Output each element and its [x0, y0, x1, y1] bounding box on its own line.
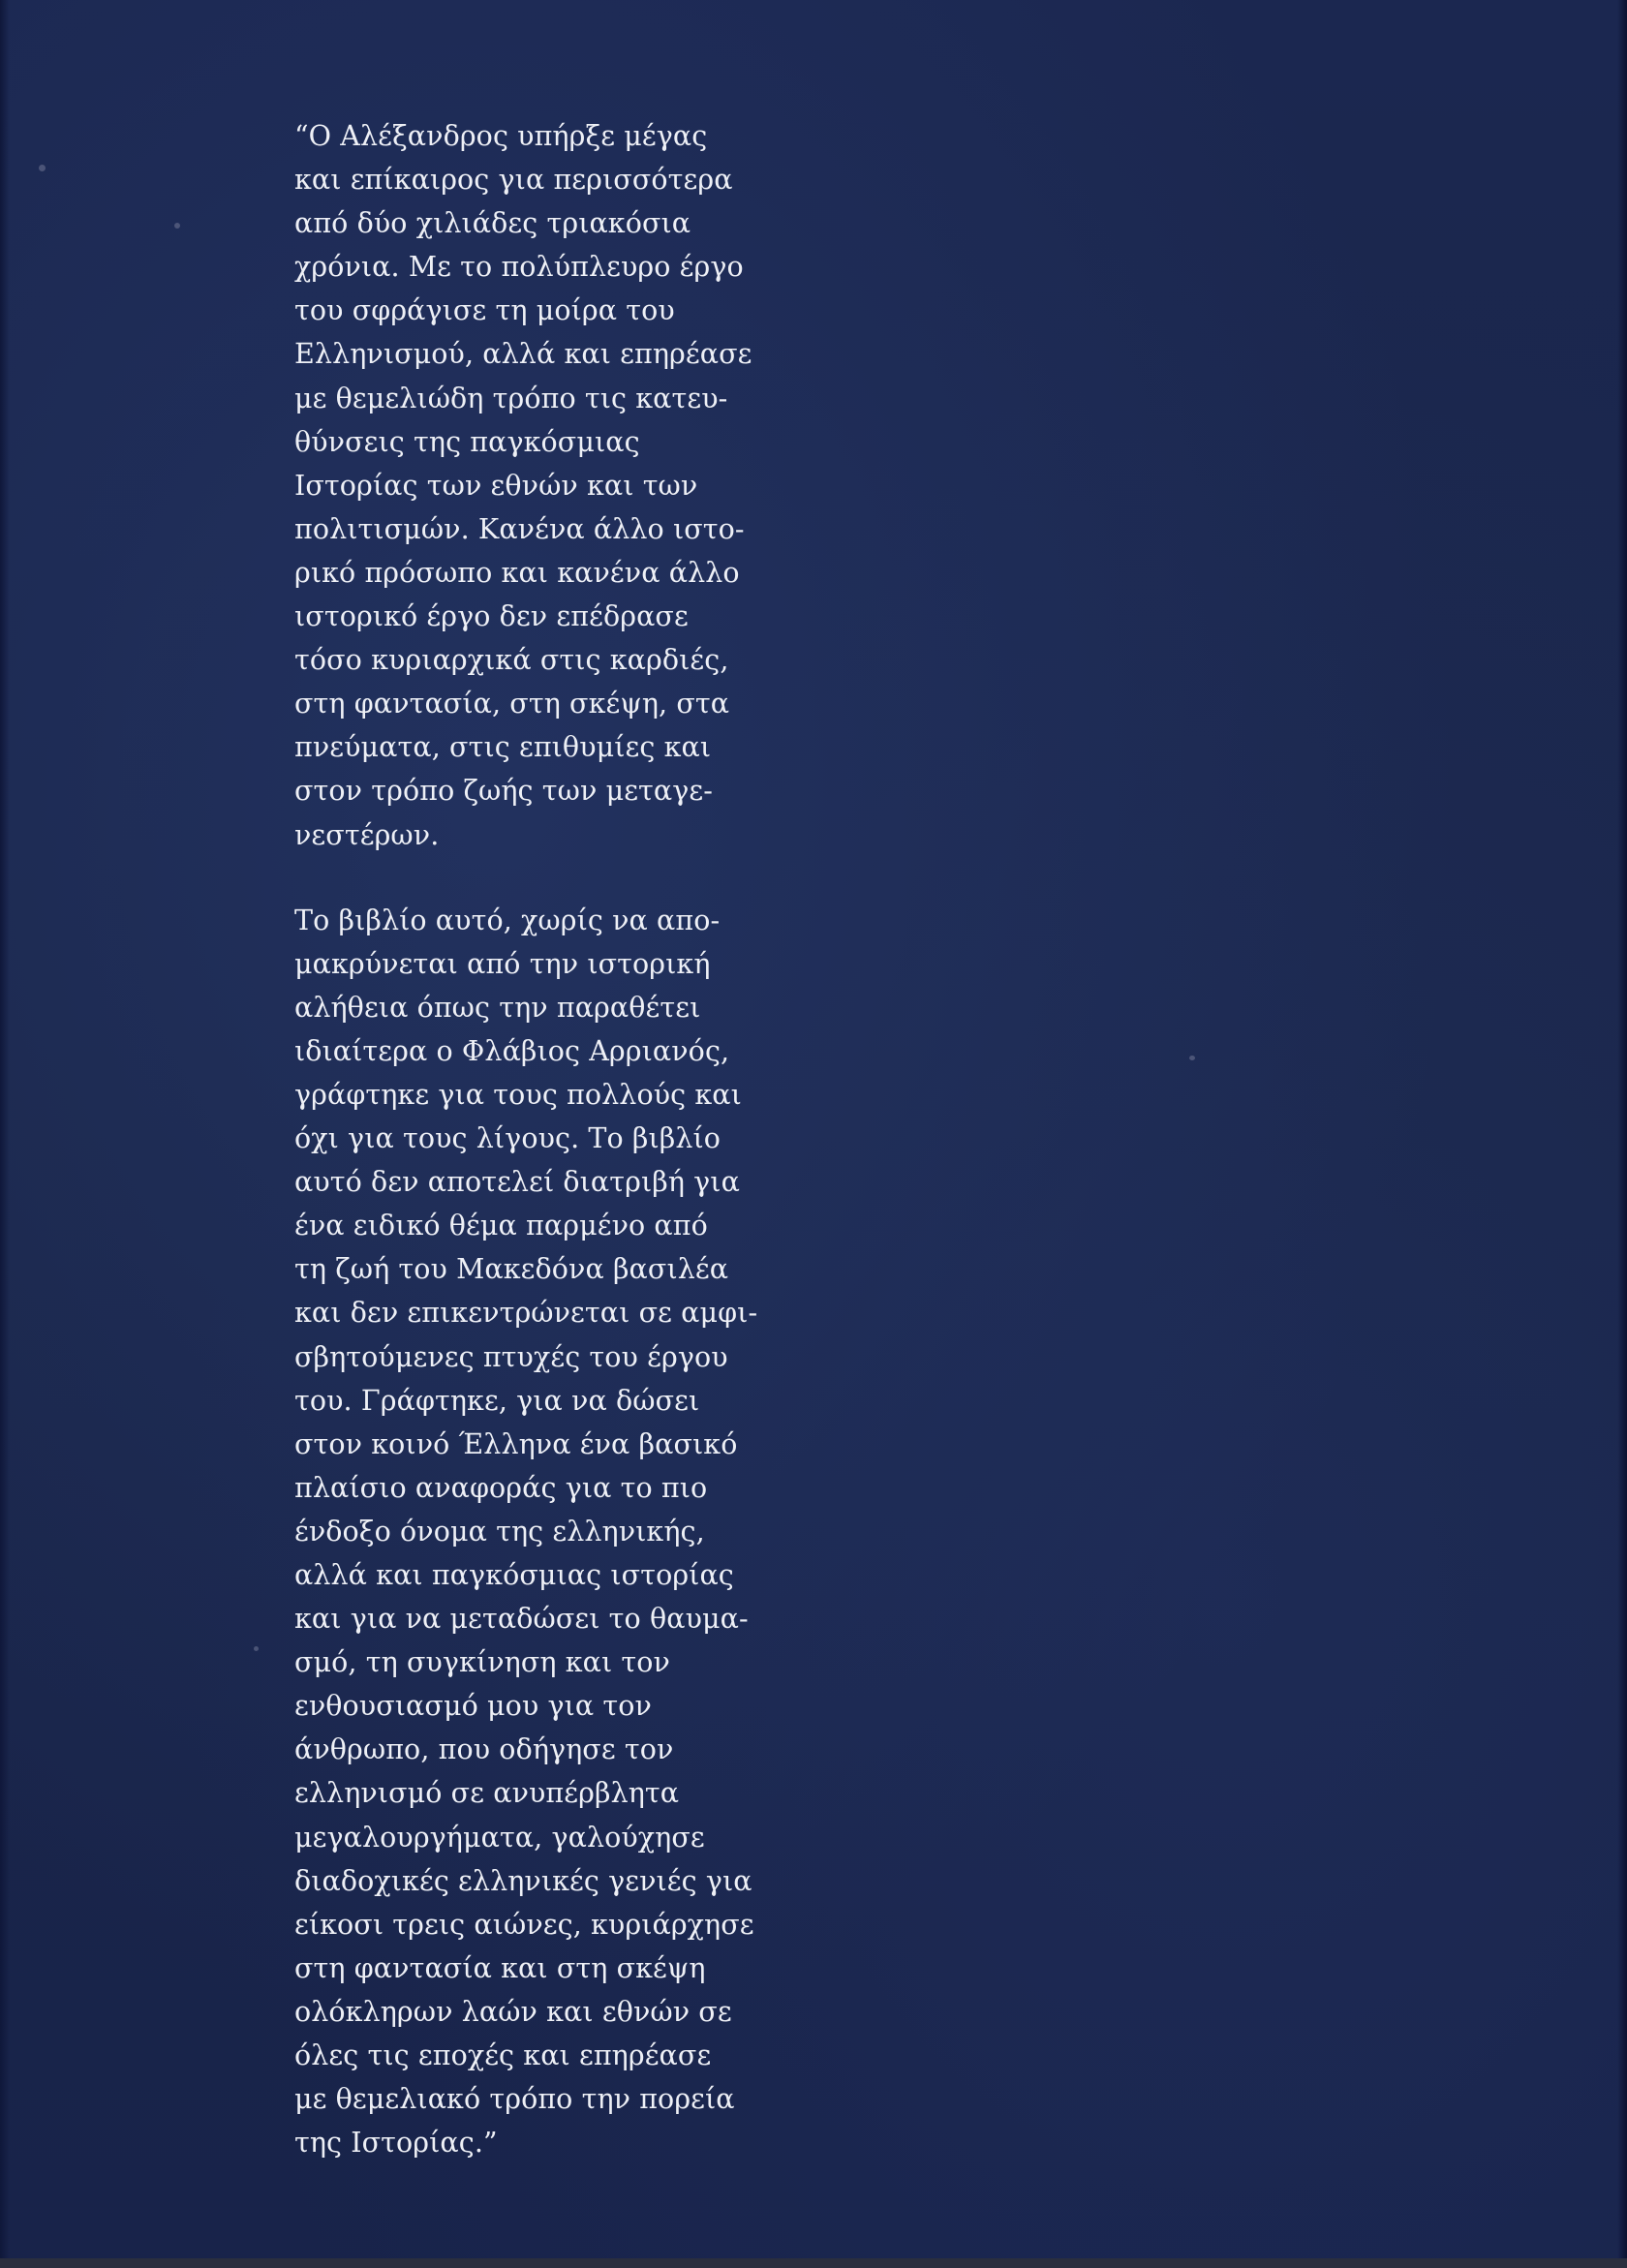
blurb-line: πολιτισμών. Κανένα άλλο ιστο- [294, 512, 745, 545]
cover-left-edge [0, 0, 10, 2268]
blurb-line: χρόνια. Με το πολύπλευρο έργο [294, 251, 744, 284]
blurb-line: άνθρωπο, που οδήγησε τον [294, 1733, 674, 1766]
blurb-line: ιστορικό έργο δεν επέδρασε [294, 600, 689, 633]
blurb-line: αυτό δεν αποτελεί διατριβή για [294, 1166, 740, 1199]
blurb-line: του. Γράφτηκε, για να δώσει [294, 1384, 700, 1417]
blurb-line: ελληνισμό σε ανυπέρβλητα [294, 1777, 680, 1810]
blurb-line: στη φαντασία, στη σκέψη, στα [294, 688, 730, 720]
blurb-paragraph-2 [294, 899, 758, 2165]
blurb-line: στη φαντασία και στη σκέψη [294, 1951, 706, 1984]
cover-speck [1189, 1056, 1195, 1060]
cover-speck [174, 223, 180, 229]
blurb-line: τόσο κυριαρχικά στις καρδιές, [294, 644, 729, 677]
blurb-line: στον κοινό Έλληνα ένα βασικό [294, 1427, 738, 1460]
blurb-paragraph-1 [294, 114, 750, 857]
blurb-line: του σφράγισε τη μοίρα του [294, 294, 675, 327]
blurb-line: ενθουσιασμό μου για τον [294, 1690, 652, 1723]
blurb-line: μεγαλουργήματα, γαλούχησε [294, 1821, 705, 1854]
blurb-line: Ελληνισμού, αλλά και επηρέασε [294, 338, 752, 371]
blurb-line: “Ο Αλέξανδρος υπήρξε μέγας [294, 120, 708, 152]
blurb-line: αλήθεια όπως την παραθέτει [294, 991, 701, 1024]
blurb-line: γράφτηκε για τους πολλούς και [294, 1078, 742, 1111]
blurb-line: σβητούμενες πτυχές του έργου [294, 1340, 728, 1373]
blurb-line: της Ιστορίας.” [294, 2127, 498, 2160]
back-cover-blurb [294, 114, 758, 2164]
blurb-line: Το βιβλίο αυτό, χωρίς να απο- [294, 904, 721, 936]
blurb-line: με θεμελιακό τρόπο την πορεία [294, 2083, 735, 2116]
blurb-line: και επίκαιρος για περισσότερα [294, 164, 733, 197]
blurb-line: από δύο χιλιάδες τριακόσια [294, 207, 691, 240]
blurb-line: ιδιαίτερα ο Φλάβιος Αρριανός, [294, 1034, 730, 1067]
blurb-line: Ιστορίας των εθνών και των [294, 469, 698, 502]
blurb-line: είκοσι τρεις αιώνες, κυριάρχησε [294, 1908, 754, 1941]
blurb-line: σμό, τη συγκίνηση και τον [294, 1646, 670, 1679]
blurb-line: πλαίσιο αναφοράς για το πιο [294, 1471, 708, 1504]
blurb-line: ένα ειδικό θέμα παρμένο από [294, 1210, 708, 1242]
blurb-line: όχι για τους λίγους. Το βιβλίο [294, 1122, 721, 1155]
cover-speck [39, 165, 46, 171]
blurb-line: όλες τις εποχές και επηρέασε [294, 2039, 712, 2072]
cover-speck [254, 1646, 259, 1651]
blurb-line: με θεμελιώδη τρόπο τις κατευ- [294, 382, 728, 414]
blurb-line: θύνσεις της παγκόσμιας [294, 425, 640, 458]
cover-bottom-edge [0, 2258, 1627, 2268]
blurb-line: τη ζωή του Μακεδόνα βασιλέα [294, 1253, 729, 1286]
blurb-line: ρικό πρόσωπο και κανένα άλλο [294, 556, 740, 589]
blurb-line: και για να μεταδώσει το θαυμα- [294, 1603, 749, 1636]
blurb-line: στον τρόπο ζωής των μεταγε- [294, 775, 713, 808]
blurb-line: πνεύματα, στις επιθυμίες και [294, 731, 712, 764]
blurb-line: και δεν επικεντρώνεται σε αμφι- [294, 1297, 758, 1330]
blurb-line: αλλά και παγκόσμιας ιστορίας [294, 1559, 734, 1591]
blurb-line: νεστέρων. [294, 818, 440, 851]
cover-right-edge [1617, 0, 1627, 2268]
blurb-line: ένδοξο όνομα της ελληνικής, [294, 1515, 705, 1548]
blurb-line: διαδοχικές ελληνικές γενιές για [294, 1864, 752, 1897]
blurb-line: ολόκληρων λαών και εθνών σε [294, 1995, 732, 2028]
blurb-line: μακρύνεται από την ιστορική [294, 947, 711, 980]
